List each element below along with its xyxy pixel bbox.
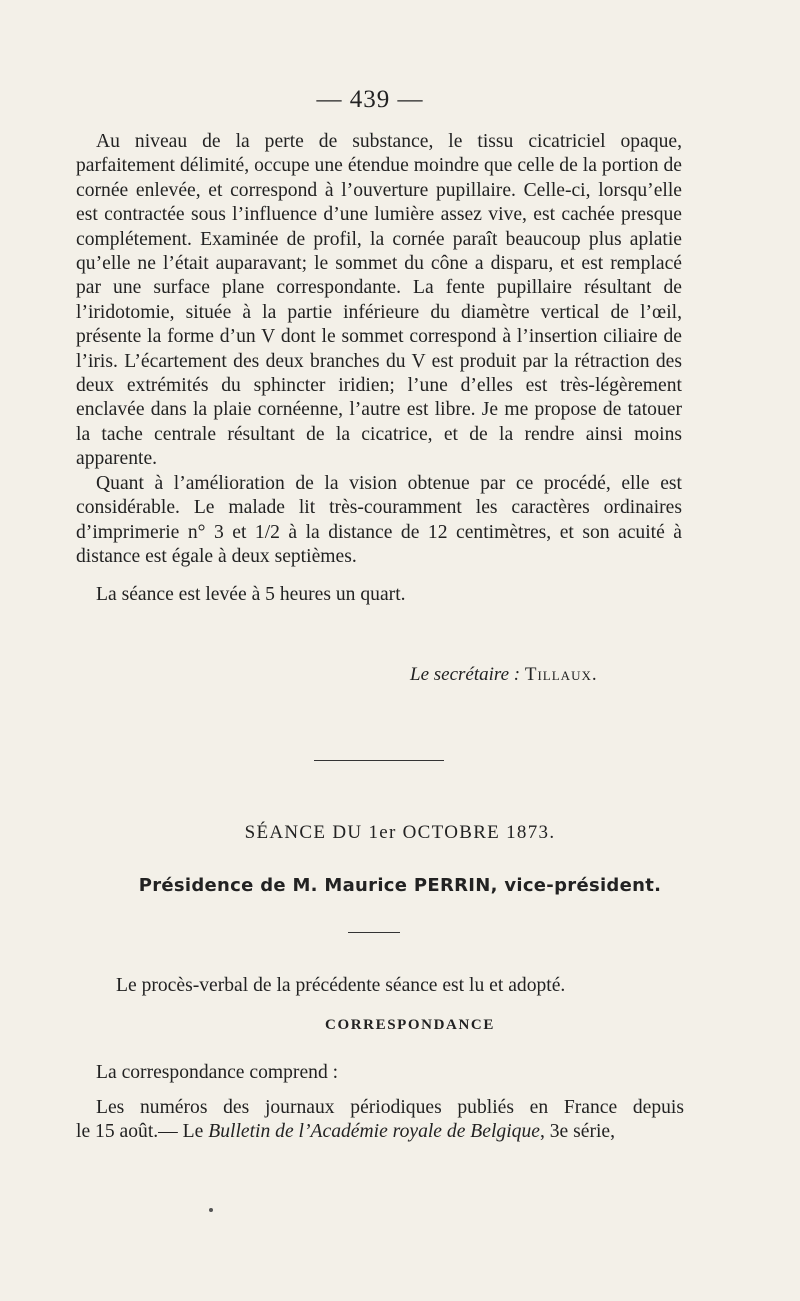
correspondence-heading: CORRESPONDANCE	[325, 1017, 495, 1033]
section-divider	[314, 760, 444, 761]
journals-line-2-end: , 3e série,	[539, 1121, 616, 1142]
body-text-top	[76, 130, 682, 608]
minutes-line: Le procès-verbal de la précédente séance est lu et adopté.	[116, 975, 566, 996]
journals-line-1: Les numéros des journaux périodiques publiés en France depuis	[96, 1097, 684, 1118]
paragraph-vision: Quant à l’amélioration de la vision obtenue par ce procédé, elle est considérable. Le malade lit très-couramment les caractères ordinaires d’imprimerie n° 3 et 1/2 à la distance de 12 centimètres, et son acuité à distance est égale à deux septièmes.	[76, 472, 682, 567]
signature	[410, 664, 598, 686]
paragraph-closing: La séance est levée à 5 heures un quart.	[96, 584, 406, 606]
ink-speck	[209, 1208, 213, 1212]
journals-line-2-start: le 15 août.— Le	[76, 1121, 209, 1142]
paragraph-observation: Au niveau de la perte de substance, le tissu cicatriciel opaque, parfaitement délimité, occupe une étendue moindre que celle de la portion de cornée enlevée, et correspond à l’ouverture pupillaire. Celle-ci, lorsqu’elle est contractée sous l’influence d’une lumière assez vive, est cachée presque complétement. Examinée de profil, la cornée paraît beaucoup plus aplatie qu’elle ne l’était auparavant; le sommet du cône a disparu, et est remplacé par une surface plane correspondante. La fente pupillaire résultant de l’iridotomie, située à la partie inférieure du diamètre vertical de l’œil, présente la forme d’un V dont le sommet correspond à l’insertion ciliaire de l’iris. L’écartement des deux branches du V est produit par la rétraction des deux extrémités du sphincter iridien; l’une d’elles est très-légèrement enclavée dans la plaie cornéenne, l’autre est libre. Je me propose de tatouer la tache centrale résultant de la cicatrice, et de la rendre ainsi moins apparente.	[76, 131, 682, 470]
signature-name: Tillaux.	[524, 664, 598, 685]
session-title: SÉANCE DU 1er OCTOBRE 1873.	[244, 822, 556, 843]
bulletin-title: Bulletin de l’Académie royale de Belgique	[208, 1121, 540, 1142]
signature-role: Le secrétaire :	[410, 664, 521, 685]
short-divider	[348, 932, 400, 933]
correspondence-intro: La correspondance comprend :	[96, 1062, 339, 1083]
journals-line-2	[76, 1120, 686, 1144]
presidency-line: Présidence de M. Maurice PERRIN, vice-président.	[138, 875, 662, 896]
page-number: — 439 —	[316, 86, 424, 113]
